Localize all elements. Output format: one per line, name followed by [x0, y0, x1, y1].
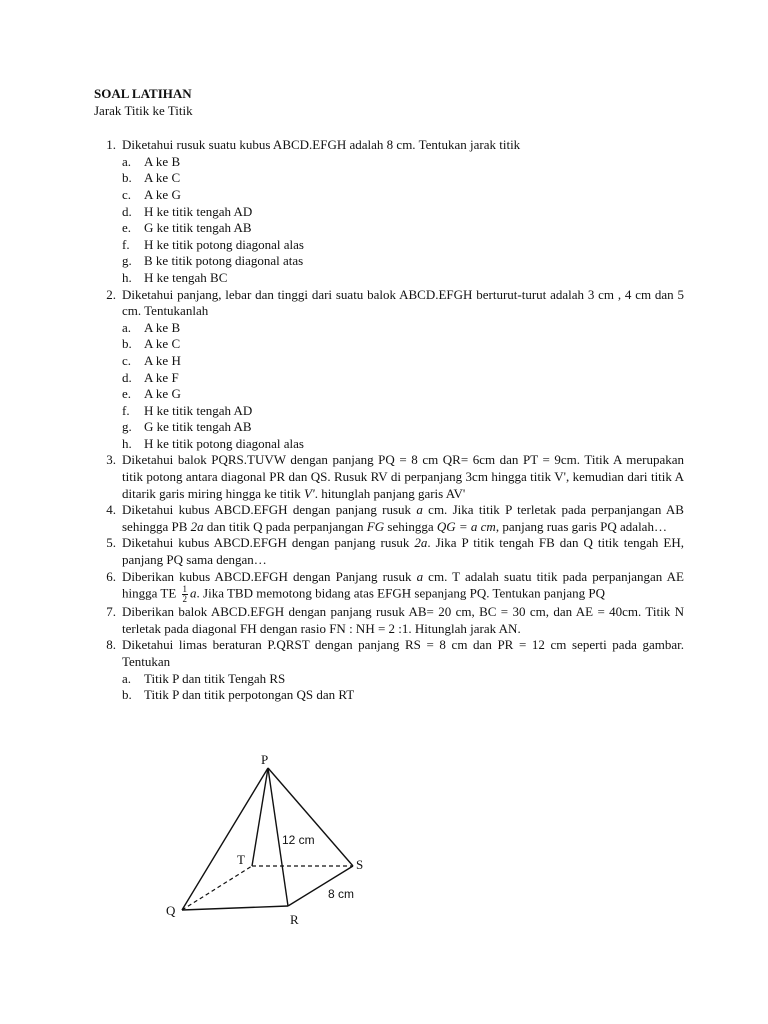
problem-text: cm. T adalah suatu titik pada perpanjangan AE hingga TE [122, 568, 684, 601]
sub-item [122, 687, 684, 704]
pyramid-figure [160, 750, 390, 930]
sub-item-letter: c. [122, 186, 132, 202]
sub-item [122, 154, 684, 171]
problem-number: 8. [106, 637, 116, 653]
sub-item [122, 386, 684, 403]
math-expression: FG [366, 518, 385, 534]
worksheet [94, 86, 684, 704]
problem-8-items [94, 671, 684, 704]
sub-item-text: G ke titik tengah AB [144, 419, 252, 435]
sub-item-text: Titik P dan titik Tengah RS [144, 670, 286, 686]
sub-item [122, 671, 684, 688]
sub-item [122, 353, 684, 370]
vertex-label-p: P [261, 752, 269, 767]
vertex-label-s: S [356, 857, 364, 872]
worksheet-subtitle: Jarak Titik ke Titik [94, 102, 193, 118]
edge-pq [182, 768, 268, 910]
problem-8 [94, 637, 684, 670]
problem-number: 2. [106, 286, 116, 302]
sub-item [122, 170, 684, 187]
edge-label-12cm: 12 cm [282, 833, 315, 847]
fraction-one-half [182, 585, 189, 604]
sub-item-text: H ke tengah BC [144, 269, 228, 285]
math-expression: a [416, 568, 424, 584]
sub-item-text: A ke C [144, 336, 181, 352]
sub-item [122, 336, 684, 353]
sub-item-text: H ke titik potong diagonal alas [144, 435, 304, 451]
sub-item [122, 220, 684, 237]
sub-item-letter: d. [122, 203, 132, 219]
sub-item-text: G ke titik tengah AB [144, 220, 252, 236]
sub-item-text: H ke titik tengah AD [144, 402, 253, 418]
problem-number: 4. [106, 502, 116, 518]
sub-item-text: A ke C [144, 170, 181, 186]
sub-item-text: Titik P dan titik perpotongan QS dan RT [144, 687, 355, 703]
sub-item-text: A ke F [144, 369, 179, 385]
sub-item [122, 187, 684, 204]
sub-item [122, 237, 684, 254]
sub-item-letter: b. [122, 336, 132, 352]
problem-text: . Jika P titik tengah FB dan Q titik tengah EH, panjang PQ sama dengan… [122, 535, 684, 568]
math-expression: 2a [190, 518, 204, 534]
problem-3 [94, 452, 684, 502]
problem-1 [94, 137, 684, 154]
problem-number: 3. [106, 452, 116, 468]
sub-item-letter: e. [122, 220, 132, 236]
problem-1-items [94, 154, 684, 287]
edge-pt [252, 768, 268, 866]
sub-item-letter: d. [122, 369, 132, 385]
sub-item-letter: e. [122, 386, 132, 402]
vertex-label-t: T [237, 852, 245, 867]
problem-text: Diberikan balok ABCD.EFGH dengan panjang rusuk AB= 20 cm, BC = 30 cm, dan AE = 40cm. Titik N terletak pada diagonal FH dengan rasio FN : NH = 2 :1. Hitunglah jarak AN. [122, 604, 684, 636]
sub-item-text: A ke G [144, 386, 181, 402]
sub-item-text: A ke B [144, 319, 181, 335]
problem-text: Diketahui kubus ABCD.EFGH dengan panjang rusuk [122, 502, 417, 518]
problem-2 [94, 287, 684, 320]
sub-item [122, 370, 684, 387]
problem-text: Diketahui kubus ABCD.EFGH dengan panjang rusuk [122, 535, 415, 551]
problem-text: Diketahui balok PQRS.TUVW dengan panjang PQ = 8 cm QR= 6cm dan PT = 9cm. Titik A merupakan titik potong antara diagonal PR dan QS. Rusuk RV di perpanjang 3cm hingga titik V', kemudian dari titik A ditarik garis miring hingga ke titik [122, 452, 684, 501]
problem-text: . hitunglah panjang garis AV' [314, 485, 466, 501]
sub-item-letter: g. [122, 419, 132, 435]
problem-text: Diketahui rusuk suatu kubus ABCD.EFGH adalah 8 cm. Tentukan jarak titik [122, 137, 521, 153]
sub-item-text: A ke G [144, 186, 181, 202]
sub-item [122, 419, 684, 436]
problem-5 [94, 535, 684, 568]
fraction-denominator: 2 [182, 594, 188, 605]
sub-item [122, 270, 684, 287]
sub-item-text: H ke titik potong diagonal alas [144, 236, 304, 252]
problem-7 [94, 604, 684, 637]
problem-list [94, 137, 684, 704]
problem-number: 7. [106, 604, 116, 620]
problem-text: Diberikan kubus ABCD.EFGH dengan Panjang rusuk [122, 568, 417, 584]
sub-item [122, 403, 684, 420]
problem-number: 1. [106, 137, 116, 153]
sub-item-letter: f. [122, 402, 130, 418]
sub-item-letter: a. [122, 153, 132, 169]
problem-number: 6. [106, 568, 116, 584]
sub-item-letter: a. [122, 670, 132, 686]
problem-6 [94, 569, 684, 605]
sub-item-text: A ke H [144, 352, 181, 368]
math-expression: 2a [414, 535, 428, 551]
sub-item-text: H ke titik tengah AD [144, 203, 253, 219]
sub-item-letter: g. [122, 253, 132, 269]
sub-item-letter: a. [122, 319, 132, 335]
problem-2-items [94, 320, 684, 453]
sub-item-text: A ke B [144, 153, 181, 169]
math-expression: a [190, 585, 197, 601]
vertex-label-q: Q [166, 903, 176, 918]
fraction-numerator: 1 [182, 584, 188, 595]
sub-item [122, 436, 684, 453]
sub-item [122, 204, 684, 221]
math-expression: QG = a cm [436, 518, 496, 534]
problem-text: Diketahui panjang, lebar dan tinggi dari suatu balok ABCD.EFGH berturut-turut adalah 3 cm , 4 cm dan 5 cm. Tentukanlah [122, 286, 684, 319]
sub-item-letter: h. [122, 435, 132, 451]
problem-text: dan titik Q pada perpanjangan [203, 518, 367, 534]
problem-text: , panjang ruas garis PQ adalah… [495, 518, 667, 534]
problem-text: . Jika TBD memotong bidang atas EFGH sepanjang PQ. Tentukan panjang PQ [196, 585, 605, 601]
sub-item [122, 320, 684, 337]
math-expression: V' [303, 485, 315, 501]
sub-item [122, 253, 684, 270]
problem-text: Diketahui limas beraturan P.QRST dengan panjang RS = 8 cm dan PR = 12 cm seperti pada gambar. Tentukan [122, 637, 684, 669]
edge-qt [182, 866, 252, 910]
sub-item-letter: f. [122, 236, 130, 252]
sub-item-letter: c. [122, 352, 132, 368]
problem-number: 5. [106, 535, 116, 551]
problem-text: cm. Jika titik P terletak pada perpanjangan AB sehingga PB [122, 502, 684, 534]
sub-item-text: B ke titik potong diagonal atas [144, 253, 304, 269]
edge-label-8cm: 8 cm [328, 887, 355, 901]
sub-item-letter: b. [122, 170, 132, 186]
vertex-label-r: R [290, 912, 299, 927]
problem-4 [94, 502, 684, 535]
worksheet-title: SOAL LATIHAN [94, 86, 192, 101]
math-expression: a [416, 502, 423, 518]
problem-text: sehingga [384, 518, 437, 534]
sub-item-letter: b. [122, 687, 132, 703]
edge-qr [182, 906, 288, 910]
sub-item-letter: h. [122, 269, 132, 285]
